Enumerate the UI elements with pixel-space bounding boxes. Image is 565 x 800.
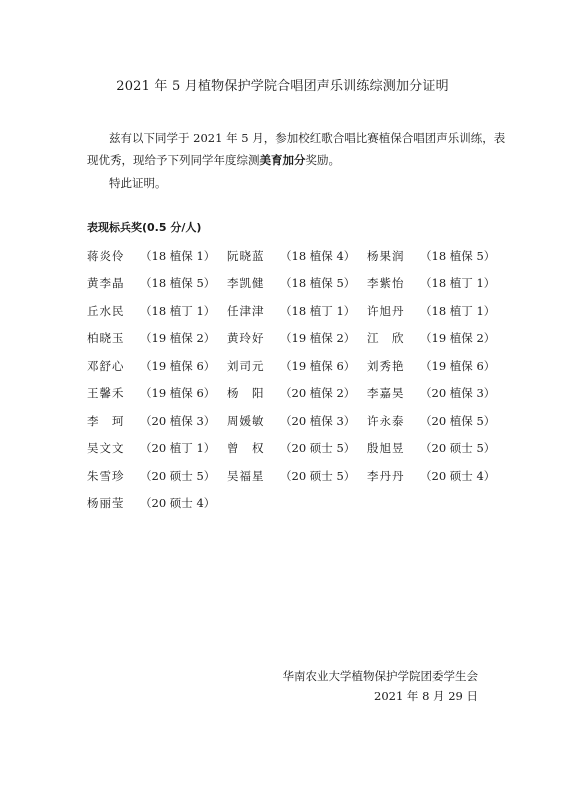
intro-text: 兹有以下同学于 2021 年 5 月，参加校红歌合唱比赛植保合唱团声乐训练，表现优秀，现给予下列同学年度综测 xyxy=(87,131,506,167)
awardee-class: （20 硕士 5） xyxy=(280,468,356,483)
awardee-entry xyxy=(87,435,227,463)
awardee-name: 邓舒心 xyxy=(87,358,125,373)
awardee-class: （18 植保 5） xyxy=(280,276,356,291)
document-title: 2021 年 5 月植物保护学院合唱团声乐训练综测加分证明 xyxy=(116,79,449,94)
awardee-name: 许永泰 xyxy=(367,413,405,428)
awardee-entry xyxy=(367,462,507,490)
signature-block xyxy=(283,666,479,706)
awardee-class: （18 植丁 1） xyxy=(140,303,216,318)
awardee-class: （18 植保 5） xyxy=(420,248,496,263)
awardee-name: 丘水民 xyxy=(87,303,125,318)
award-heading: 表现标兵奖(0.5 分/人) xyxy=(87,221,202,234)
awardee-class: （20 植保 5） xyxy=(420,413,496,428)
awardee-entry xyxy=(87,407,227,435)
intro-text-end: 奖励。 xyxy=(305,153,340,167)
awardee-name: 任津津 xyxy=(227,303,265,318)
signature-org: 华南农业大学植物保护学院团委学生会 xyxy=(282,669,478,683)
awardee-name: 杨 阳 xyxy=(227,386,265,401)
awardee-entry xyxy=(227,270,367,298)
awardee-name: 刘秀艳 xyxy=(367,358,405,373)
awardee-entry xyxy=(87,325,227,353)
awardee-name: 刘司元 xyxy=(227,358,265,373)
awardee-entry xyxy=(367,270,507,298)
awardee-entry xyxy=(87,462,227,490)
awardee-entry xyxy=(367,352,507,380)
awardee-class: （20 硕士 4） xyxy=(140,496,216,511)
awardee-class: （20 硕士 5） xyxy=(420,441,496,456)
awardee-name: 黄李晶 xyxy=(87,276,125,291)
awardee-entry xyxy=(367,435,507,463)
awardee-class: （18 植丁 1） xyxy=(420,276,496,291)
awardee-class: （20 植保 3） xyxy=(420,386,496,401)
awardee-class: （18 植保 1） xyxy=(140,248,216,263)
awardee-class: （20 硕士 4） xyxy=(420,468,496,483)
awardee-class: （19 植保 6） xyxy=(140,386,216,401)
awardee-name: 阮晓蓝 xyxy=(227,248,265,263)
awardee-name: 李凯健 xyxy=(227,276,265,291)
awardee-name: 殷旭昱 xyxy=(367,441,405,456)
awardee-entry xyxy=(87,380,227,408)
awardee-class: （20 植丁 1） xyxy=(140,441,216,456)
awardee-name: 杨果润 xyxy=(367,248,405,263)
awardee-entry xyxy=(367,297,507,325)
awardee-name: 李 珂 xyxy=(87,413,125,428)
awardee-entry xyxy=(227,352,367,380)
awardee-name: 王馨禾 xyxy=(87,386,125,401)
awardee-class: （19 植保 2） xyxy=(420,331,496,346)
awardee-name: 黄玲好 xyxy=(227,331,265,346)
awardee-entry xyxy=(367,407,507,435)
awardee-class: （20 植保 2） xyxy=(280,386,356,401)
awardee-entry xyxy=(227,242,367,270)
awardee-entry xyxy=(227,407,367,435)
awardee-class: （20 硕士 5） xyxy=(140,468,216,483)
awardee-class: （18 植丁 1） xyxy=(420,303,496,318)
awardee-entry xyxy=(227,380,367,408)
awardee-entry xyxy=(227,435,367,463)
awardee-entry xyxy=(367,325,507,353)
awardee-entry xyxy=(87,242,227,270)
awardee-class: （19 植保 2） xyxy=(280,331,356,346)
awardee-grid xyxy=(87,242,507,517)
awardee-class: （20 植保 3） xyxy=(140,413,216,428)
awardee-class: （18 植保 4） xyxy=(280,248,356,263)
awardee-entry xyxy=(227,297,367,325)
certification-line: 特此证明。 xyxy=(109,176,167,190)
awardee-entry xyxy=(87,490,227,518)
awardee-class: （18 植丁 1） xyxy=(280,303,356,318)
awardee-name: 曾 权 xyxy=(227,441,265,456)
awardee-entry xyxy=(87,352,227,380)
awardee-class: （20 植保 3） xyxy=(280,413,356,428)
awardee-entry xyxy=(87,297,227,325)
awardee-name: 杨丽莹 xyxy=(87,496,125,511)
awardee-name: 李紫怡 xyxy=(367,276,405,291)
awardee-name: 周媛敏 xyxy=(227,413,265,428)
awardee-entry xyxy=(367,380,507,408)
intro-highlight: 美育加分 xyxy=(259,153,306,167)
awardee-class: （18 植保 5） xyxy=(140,276,216,291)
awardee-name: 蒋炎伶 xyxy=(87,248,125,263)
awardee-entry xyxy=(367,242,507,270)
awardee-name: 吴福星 xyxy=(227,468,265,483)
awardee-class: （19 植保 6） xyxy=(280,358,356,373)
awardee-name: 朱雪珍 xyxy=(87,468,125,483)
awardee-entry xyxy=(227,462,367,490)
awardee-class: （19 植保 6） xyxy=(140,358,216,373)
awardee-class: （19 植保 6） xyxy=(420,358,496,373)
awardee-name: 江 欣 xyxy=(367,331,405,346)
awardee-entry xyxy=(227,325,367,353)
awardee-name: 吴文文 xyxy=(87,441,125,456)
signature-date: 2021 年 8 月 29 日 xyxy=(374,689,478,703)
awardee-name: 柏晓玉 xyxy=(87,331,125,346)
awardee-entry xyxy=(87,270,227,298)
awardee-name: 李丹丹 xyxy=(367,468,405,483)
awardee-class: （20 硕士 5） xyxy=(280,441,356,456)
awardee-class: （19 植保 2） xyxy=(140,331,216,346)
awardee-name: 许旭丹 xyxy=(367,303,405,318)
awardee-name: 李嘉昊 xyxy=(367,386,405,401)
intro-paragraph xyxy=(87,127,507,171)
